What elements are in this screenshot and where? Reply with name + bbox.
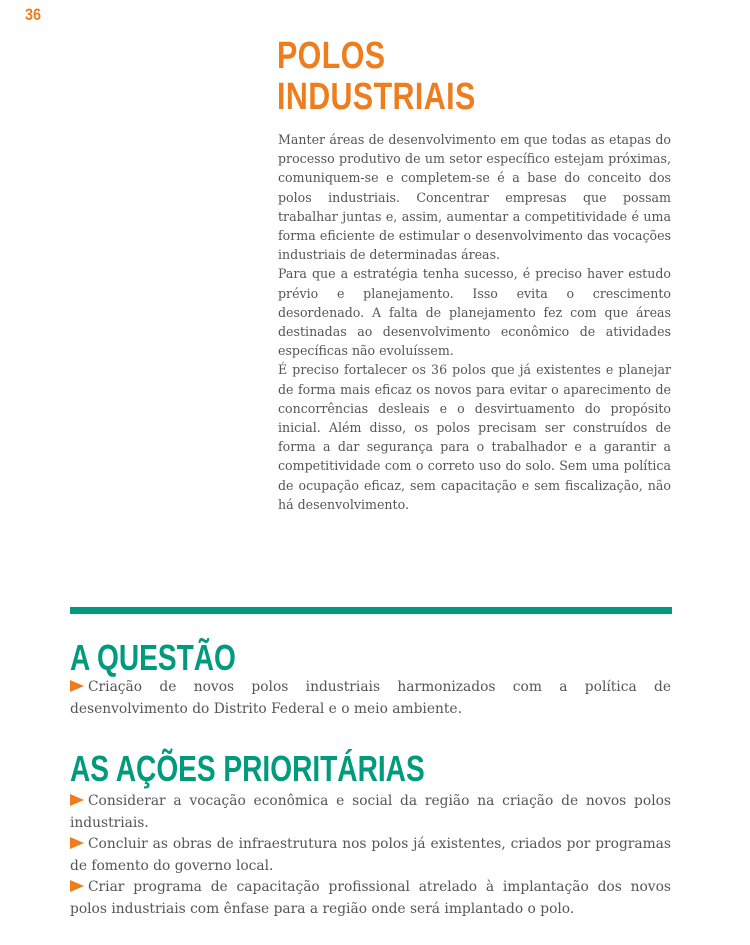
page-title (277, 36, 476, 118)
questao-list (70, 677, 671, 720)
list-item-text: Considerar a vocação econômica e social da região na criação de novos polos industriais. (70, 793, 671, 831)
acoes-heading: AS AÇÕES PRIORITÁRIAS (70, 748, 425, 789)
title-line-1: POLOS (277, 35, 386, 77)
list-item-text: Concluir as obras de infraestrutura nos polos já existentes, criados por programas de fomento do governo local. (70, 836, 671, 874)
acoes-list (70, 791, 671, 920)
list-item-text: Criar programa de capacitação profissional atrelado à implantação dos novos polos industriais com ênfase para a região onde será implantado o polo. (70, 879, 671, 917)
arrow-bullet-icon (70, 794, 84, 806)
arrow-bullet-icon (70, 880, 84, 892)
list-item (70, 834, 671, 877)
list-item (70, 677, 671, 720)
list-item-text: Criação de novos polos industriais harmonizados com a política de desenvolvimento do Distrito Federal e o meio ambiente. (70, 679, 671, 717)
list-item (70, 877, 671, 920)
intro-paragraph: Para que a estratégia tenha sucesso, é preciso haver estudo prévio e planejamento. Isso evita o crescimento desordenado. A falta de planejamento fez com que áreas destinadas ao desenvolvimento econômico de atividades específicas não evoluíssem. (278, 266, 671, 359)
page-number: 36 (25, 5, 42, 24)
intro-paragraph: É preciso fortalecer os 36 polos que já existentes e planejar de forma mais eficaz os novos para evitar o aparecimento de concorrências desleais e o desvirtuamento do propósito inicial. Além disso, os polos precisam ser construídos de forma a dar segurança para o trabalhador e a garantir a competitividade com o correto uso do solo. Sem uma política de ocupação eficaz, sem capacitação e sem fiscalização, não há desenvolvimento. (278, 362, 671, 512)
section-divider (70, 607, 672, 614)
list-item (70, 791, 671, 834)
arrow-bullet-icon (70, 837, 84, 849)
intro-paragraph: Manter áreas de desenvolvimento em que todas as etapas do processo produtivo de um setor específico estejam próximas, comuniquem-se e completem-se é a base do conceito dos polos industriais. Concentrar empresas que possam trabalhar juntas e, assim, aumentar a competitividade é uma forma eficiente de estimular o desenvolvimento das vocações industriais de determinadas áreas. (278, 132, 671, 263)
intro-text (278, 130, 671, 514)
questao-heading: A QUESTÃO (70, 637, 236, 678)
arrow-bullet-icon (70, 680, 84, 692)
title-line-2: INDUSTRIAIS (277, 76, 476, 118)
